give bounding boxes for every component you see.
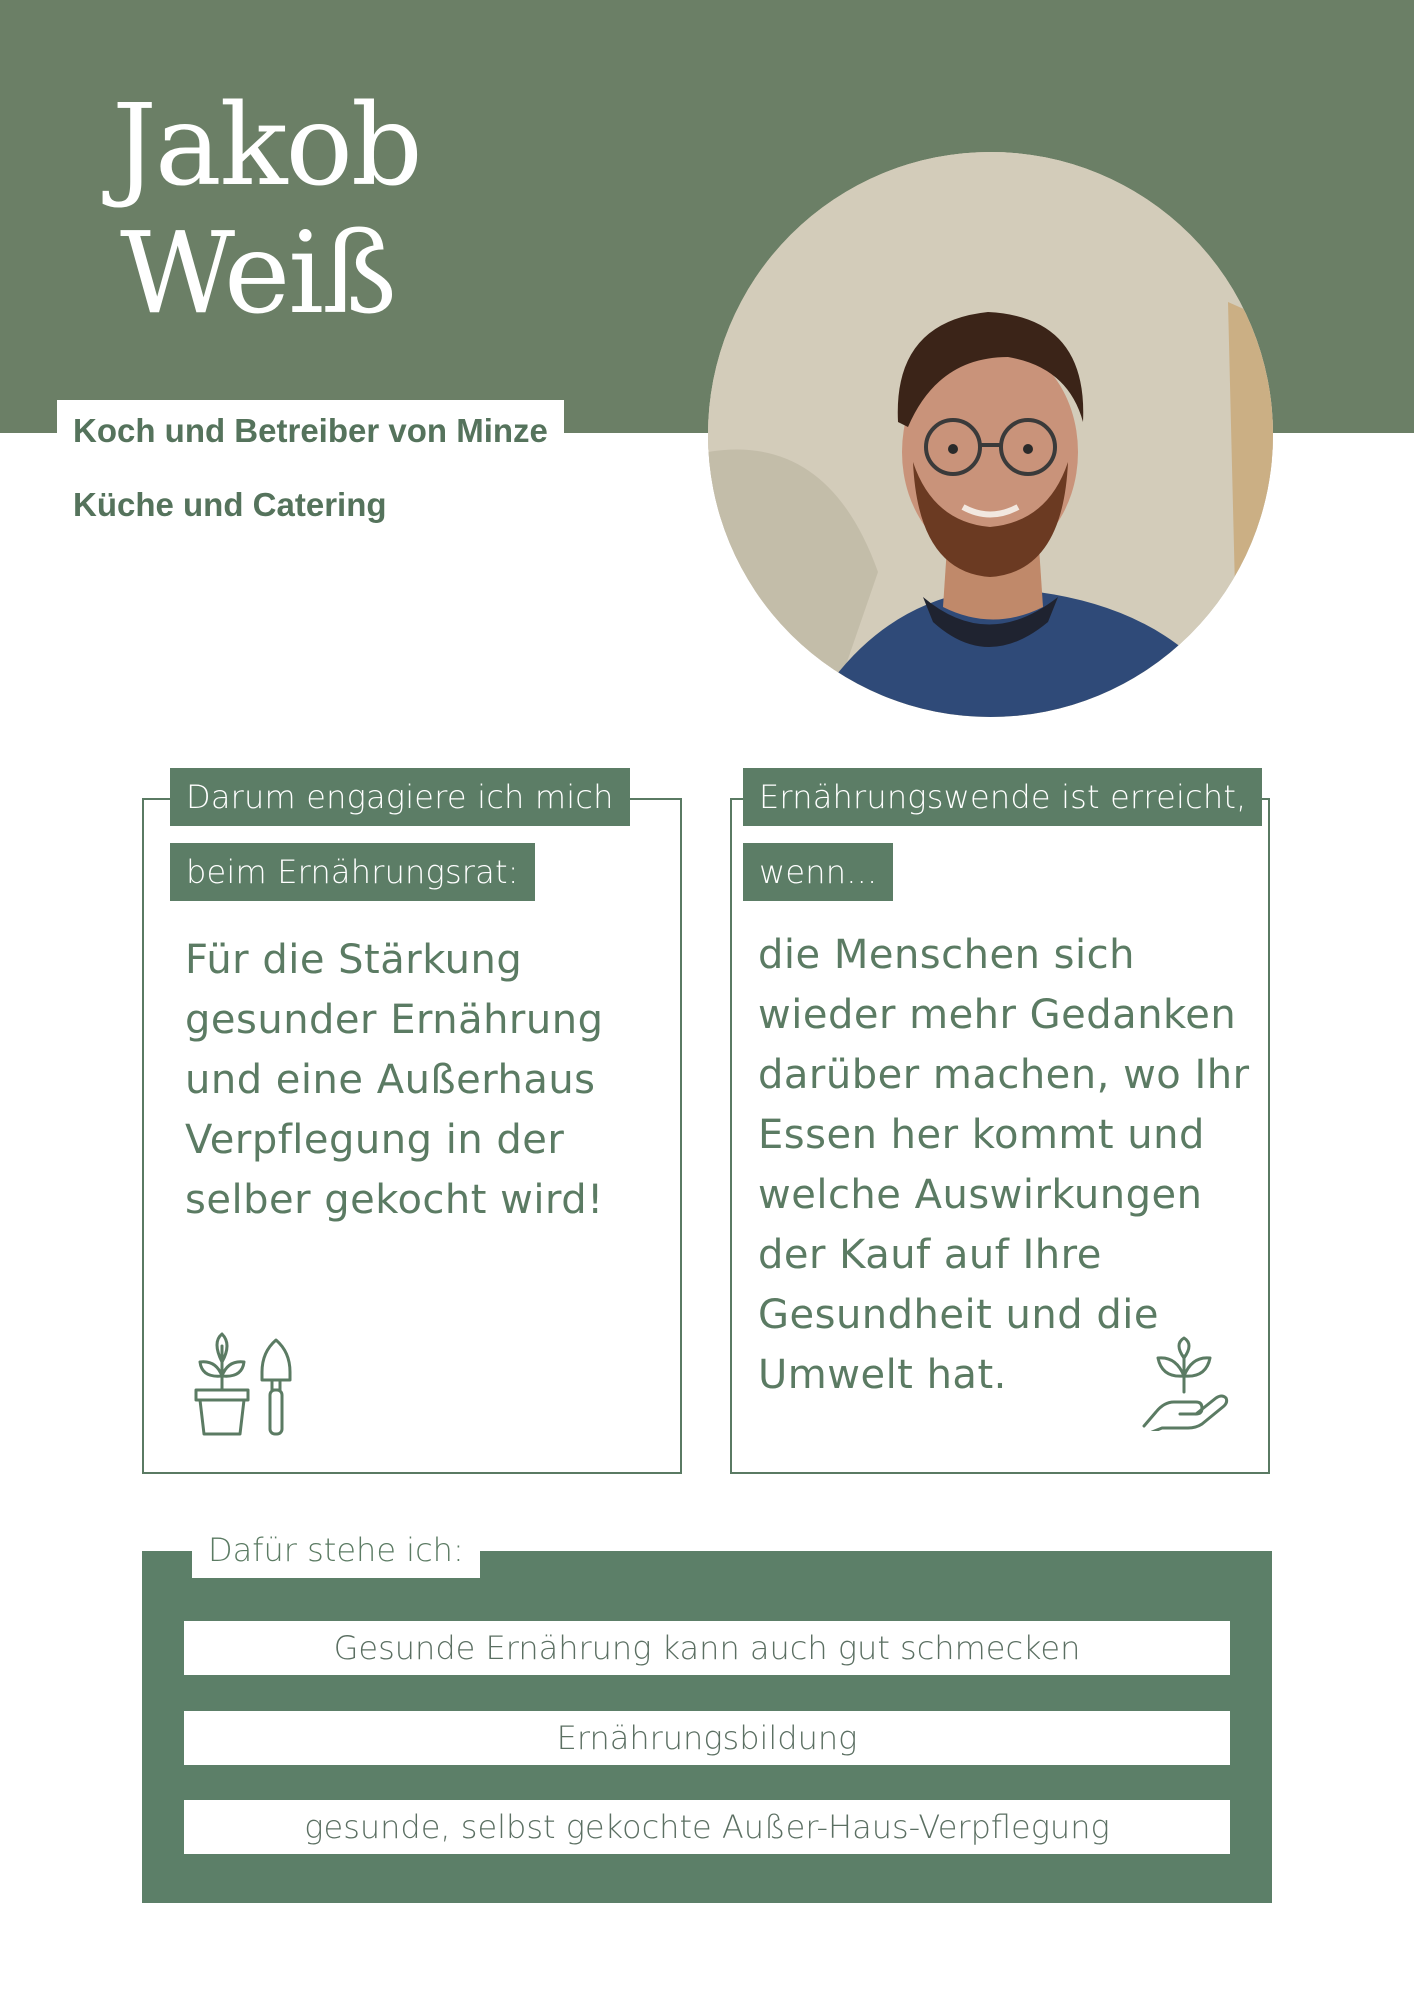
values-heading: Dafür stehe ich: [192,1522,480,1578]
plant-pot-trowel-icon [190,1332,300,1441]
portrait-photo [708,152,1273,717]
value-item: gesunde, selbst gekochte Außer-Haus-Verpflegung [184,1800,1230,1854]
value-item: Gesunde Ernährung kann auch gut schmecken [184,1621,1230,1675]
role-subtitle: Küche und Catering [57,474,403,536]
value-item: Ernährungsbildung [184,1711,1230,1765]
motivation-text: Für die Stärkung gesunder Ernährung und eine Außerhaus Verpflegung in der selber gekocht wird! [185,937,604,1223]
motivation-heading-line-2: beim Ernährungsrat: [170,843,535,901]
motivation-heading-line-1: Darum engagiere ich mich [170,768,630,826]
vision-heading-line-2: wenn... [743,843,893,901]
hand-plant-icon [1140,1336,1230,1435]
vision-text: die Menschen sich wieder mehr Gedanken darüber machen, wo Ihr Essen her kommt und welche Auswirkungen der Kauf auf Ihre Gesundheit und die Umwelt hat. [758,932,1250,1398]
name-last: Weiß [120,209,395,339]
vision-heading-line-1: Ernährungswende ist erreicht, [743,768,1262,826]
role-title: Koch und Betreiber von Minze [57,400,564,462]
name-first: Jakob [112,81,421,211]
